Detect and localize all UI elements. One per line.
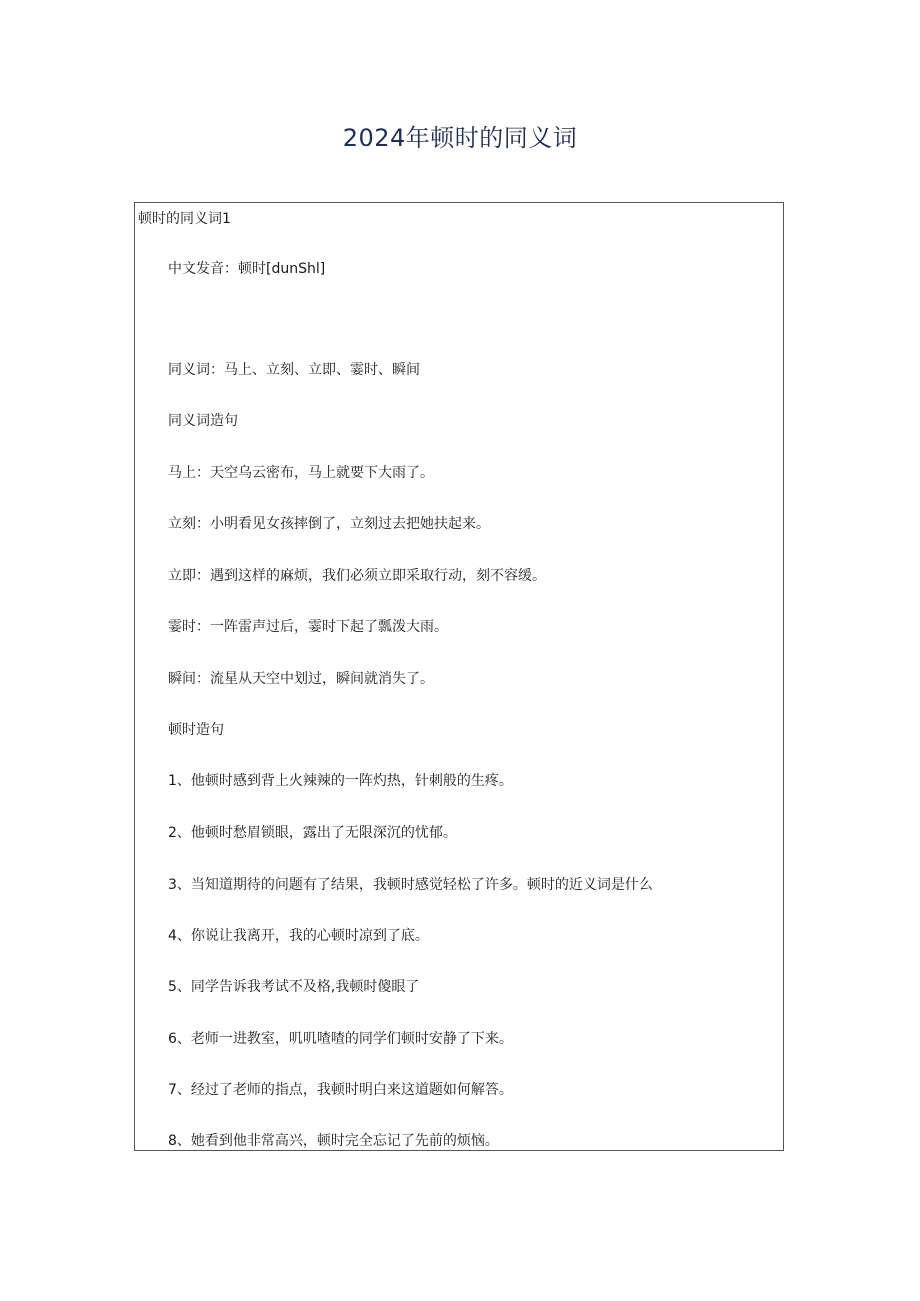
synonyms-line: 同义词：马上、立刻、立即、霎时、瞬间 [168, 362, 420, 378]
word-sentence: 7、经过了老师的指点，我顿时明白来这道题如何解答。 [168, 1082, 513, 1098]
synonym-sentences-heading: 同义词造句 [168, 413, 238, 429]
word-sentence: 6、老师一进教室，叽叽喳喳的同学们顿时安静了下来。 [168, 1031, 513, 1047]
document-title: 2024年顿时的同义词 [342, 124, 578, 152]
synonym-sentence: 瞬间：流星从天空中划过，瞬间就消失了。 [168, 671, 434, 687]
word-sentence: 3、当知道期待的问题有了结果，我顿时感觉轻松了许多。顿时的近义词是什么 [168, 877, 653, 893]
pronunciation-line: 中文发音：顿时[dunShl] [168, 261, 326, 277]
word-sentence: 5、同学告诉我考试不及格,我顿时傻眼了 [168, 979, 420, 995]
content-box [134, 202, 784, 1151]
word-sentence: 2、他顿时愁眉锁眼，露出了无限深沉的忧郁。 [168, 825, 457, 841]
word-sentence: 4、你说让我离开，我的心顿时凉到了底。 [168, 928, 429, 944]
synonym-sentence: 霎时：一阵雷声过后，霎时下起了瓢泼大雨。 [168, 619, 448, 635]
section-heading: 顿时的同义词1 [138, 211, 231, 227]
word-sentence: 1、他顿时感到背上火辣辣的一阵灼热，针刺般的生疼。 [168, 773, 513, 789]
word-sentence: 8、她看到他非常高兴，顿时完全忘记了先前的烦恼。 [168, 1133, 499, 1149]
word-sentences-heading: 顿时造句 [168, 722, 224, 738]
synonym-sentence: 立刻：小明看见女孩摔倒了，立刻过去把她扶起来。 [168, 516, 490, 532]
synonym-sentence: 立即：遇到这样的麻烦，我们必须立即采取行动，刻不容缓。 [168, 568, 546, 584]
synonym-sentence: 马上：天空乌云密布，马上就要下大雨了。 [168, 465, 434, 481]
